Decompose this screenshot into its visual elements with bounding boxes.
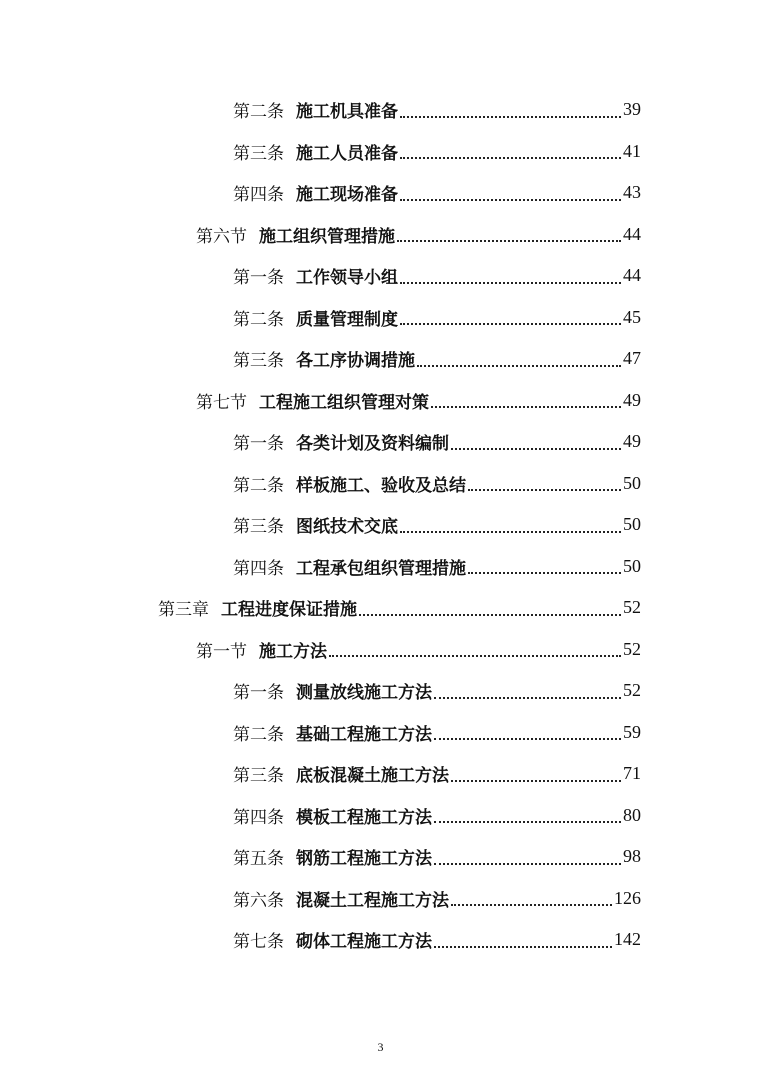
toc-entry[interactable] xyxy=(0,587,761,629)
toc-entry-prefix: 第一条 xyxy=(233,268,284,289)
toc-entry-title: 底板混凝土施工方法 xyxy=(296,766,449,787)
toc-entry-title: 各类计划及资料编制 xyxy=(296,434,449,455)
toc-dot-leader xyxy=(468,572,621,574)
toc-entry-prefix: 第六节 xyxy=(196,226,247,247)
toc-entry-title: 质量管理制度 xyxy=(296,309,398,330)
toc-entry[interactable] xyxy=(0,463,761,505)
toc-entry-page: 52 xyxy=(623,597,641,618)
toc-entry-prefix: 第七节 xyxy=(196,392,247,413)
toc-dot-leader xyxy=(451,780,621,782)
toc-entry-page: 50 xyxy=(623,472,641,493)
toc-entry-page: 126 xyxy=(614,887,641,908)
toc-entry-title: 图纸技术交底 xyxy=(296,517,398,538)
toc-entry-prefix: 第三条 xyxy=(233,517,284,538)
toc-entry[interactable] xyxy=(0,421,761,463)
toc-entry-prefix: 第三条 xyxy=(233,351,284,372)
toc-entry[interactable] xyxy=(0,546,761,588)
toc-entry[interactable] xyxy=(0,214,761,256)
toc-entry-title: 施工人员准备 xyxy=(296,143,398,164)
toc-entry-page: 59 xyxy=(623,721,641,742)
page-number: 3 xyxy=(377,1040,384,1054)
toc-dot-leader xyxy=(400,531,621,533)
toc-entry-page: 49 xyxy=(623,389,641,410)
toc-entry-title: 施工方法 xyxy=(259,641,327,662)
toc-entry-prefix: 第二条 xyxy=(233,309,284,330)
toc-dot-leader xyxy=(400,199,621,201)
toc-entry[interactable] xyxy=(0,297,761,339)
toc-entry-prefix: 第四条 xyxy=(233,185,284,206)
toc-entry-title: 测量放线施工方法 xyxy=(296,683,432,704)
toc-entry-page: 49 xyxy=(623,431,641,452)
toc-entry-page: 142 xyxy=(614,929,641,950)
toc-entry-prefix: 第二条 xyxy=(233,475,284,496)
toc-entry[interactable] xyxy=(0,878,761,920)
toc-entry-page: 80 xyxy=(623,804,641,825)
toc-entry-title: 工程承包组织管理措施 xyxy=(296,558,466,579)
toc-entry[interactable] xyxy=(0,795,761,837)
toc-entry-page: 44 xyxy=(623,223,641,244)
toc-entry[interactable] xyxy=(0,712,761,754)
toc-dot-leader xyxy=(434,821,621,823)
toc-entry-title: 钢筋工程施工方法 xyxy=(296,849,432,870)
toc-entry-prefix: 第三章 xyxy=(158,600,209,621)
toc-entry-page: 47 xyxy=(623,348,641,369)
toc-entry-page: 44 xyxy=(623,265,641,286)
toc-entry-title: 混凝土工程施工方法 xyxy=(296,890,449,911)
toc-entry[interactable] xyxy=(0,670,761,712)
toc-entry-page: 45 xyxy=(623,306,641,327)
toc-entry-title: 基础工程施工方法 xyxy=(296,724,432,745)
toc-entry-title: 施工机具准备 xyxy=(296,102,398,123)
toc-entry-prefix: 第六条 xyxy=(233,890,284,911)
toc-dot-leader xyxy=(400,282,621,284)
toc-dot-leader xyxy=(417,365,621,367)
toc-dot-leader xyxy=(468,489,621,491)
toc-dot-leader xyxy=(431,406,621,408)
toc-entry-prefix: 第五条 xyxy=(233,849,284,870)
toc-dot-leader xyxy=(400,157,621,159)
toc-entry-page: 50 xyxy=(623,514,641,535)
toc-dot-leader xyxy=(434,863,621,865)
toc-entry-title: 工作领导小组 xyxy=(296,268,398,289)
toc-entry-prefix: 第一条 xyxy=(233,683,284,704)
toc-entry-page: 50 xyxy=(623,555,641,576)
toc-entry-page: 41 xyxy=(623,140,641,161)
toc-entry-page: 71 xyxy=(623,763,641,784)
toc-entry[interactable] xyxy=(0,504,761,546)
toc-entry-prefix: 第三条 xyxy=(233,143,284,164)
toc-entry-page: 39 xyxy=(623,99,641,120)
toc-entry-title: 砌体工程施工方法 xyxy=(296,932,432,953)
toc-entry[interactable] xyxy=(0,629,761,671)
toc-entry-prefix: 第一节 xyxy=(196,641,247,662)
toc-entry[interactable] xyxy=(0,919,761,961)
toc-entry[interactable] xyxy=(0,255,761,297)
toc-entry-title: 各工序协调措施 xyxy=(296,351,415,372)
toc-entry-title: 工程施工组织管理对策 xyxy=(259,392,429,413)
toc-entry-prefix: 第三条 xyxy=(233,766,284,787)
toc-entry-title: 施工现场准备 xyxy=(296,185,398,206)
toc-entry-prefix: 第四条 xyxy=(233,807,284,828)
toc-entry-title: 工程进度保证措施 xyxy=(221,600,357,621)
toc-entry-page: 43 xyxy=(623,182,641,203)
toc-entry-prefix: 第二条 xyxy=(233,724,284,745)
toc-entry-prefix: 第一条 xyxy=(233,434,284,455)
toc-entry-title: 模板工程施工方法 xyxy=(296,807,432,828)
toc-dot-leader xyxy=(434,946,612,948)
toc-entry-prefix: 第七条 xyxy=(233,932,284,953)
toc-entry[interactable] xyxy=(0,338,761,380)
toc-entry[interactable] xyxy=(0,89,761,131)
toc-dot-leader xyxy=(451,904,612,906)
toc-entry-page: 52 xyxy=(623,638,641,659)
toc-dot-leader xyxy=(400,116,621,118)
toc-dot-leader xyxy=(329,655,621,657)
toc-entry-page: 98 xyxy=(623,846,641,867)
toc-dot-leader xyxy=(434,697,621,699)
toc-dot-leader xyxy=(451,448,621,450)
toc-entry[interactable] xyxy=(0,753,761,795)
toc-dot-leader xyxy=(400,323,621,325)
toc-entry[interactable] xyxy=(0,172,761,214)
toc-entry[interactable] xyxy=(0,131,761,173)
toc-dot-leader xyxy=(434,738,621,740)
toc-entry-prefix: 第二条 xyxy=(233,102,284,123)
toc-entry-title: 施工组织管理措施 xyxy=(259,226,395,247)
toc-entry-page: 52 xyxy=(623,680,641,701)
toc-dot-leader xyxy=(397,240,621,242)
toc-entry[interactable] xyxy=(0,836,761,878)
toc-dot-leader xyxy=(359,614,621,616)
toc-entry[interactable] xyxy=(0,380,761,422)
table-of-contents xyxy=(0,89,761,961)
toc-entry-title: 样板施工、验收及总结 xyxy=(296,475,466,496)
toc-entry-prefix: 第四条 xyxy=(233,558,284,579)
